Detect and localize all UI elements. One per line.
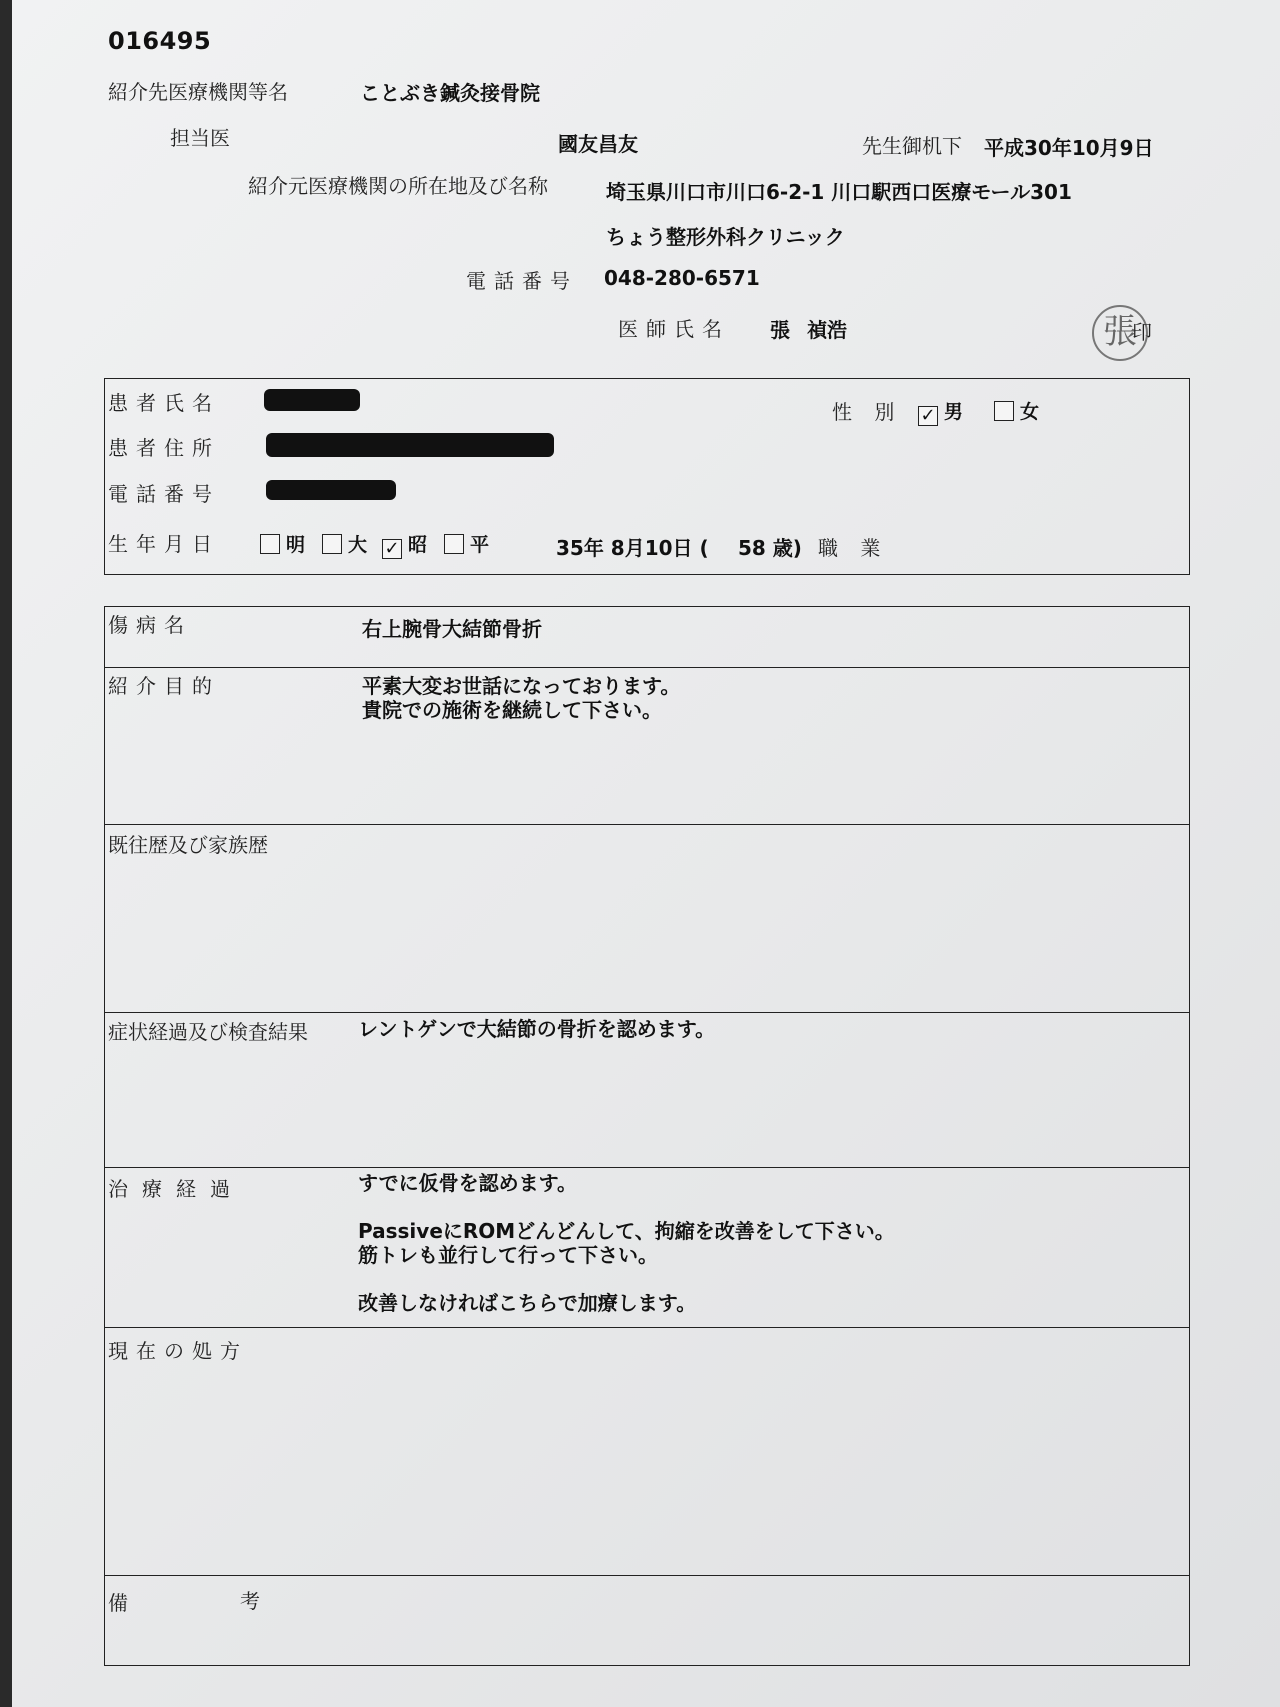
redacted-patient-name [264, 389, 360, 411]
redacted-patient-address [266, 433, 554, 457]
birth-date-value: 35年 8月10日 ( [556, 536, 709, 560]
clinical-info-box [104, 606, 1190, 1666]
gender-male-option[interactable]: ✓ 男 [918, 397, 963, 426]
sender-doctor-label: 医師氏名 [618, 317, 730, 341]
birth-date-label: 生年月日 [108, 532, 220, 556]
era-showa-checkbox[interactable]: ✓ [382, 539, 402, 559]
doctor-seal: 張 [1092, 305, 1148, 361]
recipient-label: 紹介先医療機関等名 [108, 80, 288, 104]
history-label: 既往歴及び家族歴 [108, 833, 268, 857]
symptoms-text: レントゲンで大結節の骨折を認めます。 [358, 1017, 716, 1041]
patient-age: 58 歳) [738, 536, 802, 560]
gender-female-checkbox[interactable] [994, 401, 1014, 421]
treatment-label: 治療経過 [108, 1177, 244, 1201]
sender-clinic-name: ちょう整形外科クリニック [606, 225, 845, 249]
redacted-patient-phone [266, 480, 396, 500]
patient-name-label: 患者氏名 [108, 391, 220, 415]
seal-mark: 印 [1132, 320, 1152, 344]
sender-address: 埼玉県川口市川口6-2-1 川口駅西口医療モール301 [606, 180, 1072, 204]
letter-date: 平成30年10月9日 [984, 136, 1154, 160]
gender-male-checkbox[interactable]: ✓ [918, 406, 938, 426]
era-meiji-checkbox[interactable] [260, 534, 280, 554]
era-heisei-checkbox[interactable] [444, 534, 464, 554]
sender-phone-label: 電話番号 [466, 269, 578, 293]
recipient-doctor-name: 國友昌友 [558, 132, 638, 156]
divider-symptoms [104, 1167, 1190, 1168]
era-taisho-option[interactable]: 大 [322, 530, 367, 557]
salutation: 先生御机下 [862, 134, 962, 158]
treatment-text: すでに仮骨を認めます。 PassiveにROMどんどんして、拘縮を改善をして下さい。 筋トレも並行して行って下さい。 改善しなければこちらで加療します。 [358, 1171, 895, 1315]
divider-purpose [104, 824, 1190, 825]
symptoms-label: 症状経過及び検査結果 [108, 1020, 308, 1044]
patient-address-label: 患者住所 [108, 436, 220, 460]
sender-doctor-name: 張 禎浩 [770, 318, 847, 342]
sender-phone: 048-280-6571 [604, 266, 760, 290]
document-number: 016495 [108, 27, 212, 55]
prescription-label: 現在の処方 [108, 1339, 248, 1363]
divider-treatment [104, 1327, 1190, 1328]
divider-diagnosis [104, 667, 1190, 668]
patient-phone-label: 電話番号 [108, 482, 220, 506]
sender-address-label: 紹介元医療機関の所在地及び名称 [248, 174, 548, 198]
gender-female-option[interactable]: 女 [994, 397, 1039, 424]
gender-label: 性 別 [832, 400, 903, 424]
era-showa-option[interactable]: ✓ 昭 [382, 530, 427, 559]
remarks-label-2: 考 [240, 1589, 260, 1613]
diagnosis-text: 右上腕骨大結節骨折 [362, 617, 542, 641]
referral-letter-paper [12, 0, 1280, 1707]
recipient-name: ことぶき鍼灸接骨院 [360, 81, 540, 105]
recipient-doctor-label: 担当医 [170, 126, 230, 150]
purpose-text: 平素大変お世話になっております。 貴院での施術を継続して下さい。 [362, 674, 681, 722]
remarks-label: 備 [108, 1591, 128, 1615]
divider-prescription [104, 1575, 1190, 1576]
era-meiji-option[interactable]: 明 [260, 530, 305, 557]
purpose-label: 紹介目的 [108, 674, 220, 698]
occupation-label: 職 業 [818, 536, 889, 560]
era-heisei-option[interactable]: 平 [444, 530, 489, 557]
diagnosis-label: 傷病名 [108, 613, 192, 637]
era-taisho-checkbox[interactable] [322, 534, 342, 554]
